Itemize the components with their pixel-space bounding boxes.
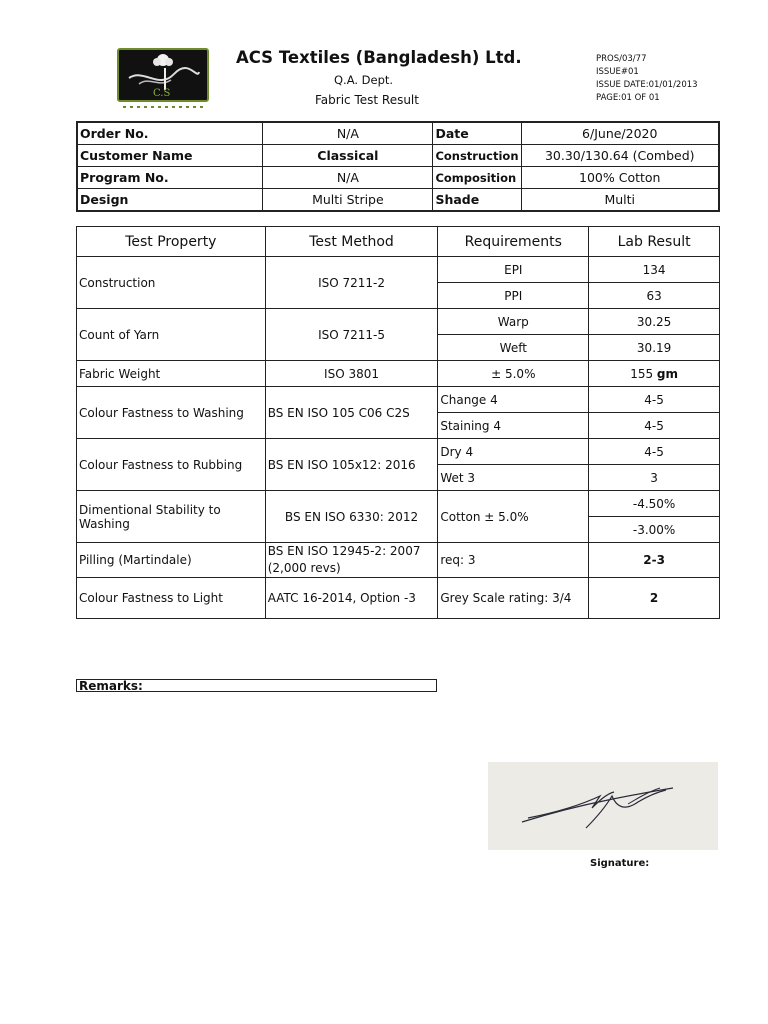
order-no-label: Order No. [77,122,263,145]
doc-code: PROS/03/77 [596,54,647,64]
test-method: BS EN ISO 12945-2: 2007 (2,000 revs) [265,543,438,578]
requirement: req: 3 [438,543,589,578]
table-row [77,122,719,145]
test-method: ISO 7211-2 [265,257,438,309]
requirement: Staining 4 [438,413,589,439]
test-method: ISO 7211-5 [265,309,438,361]
table-row [77,543,720,578]
lab-result: 134 [589,257,720,283]
requirement: Cotton ± 5.0% [438,491,589,543]
lab-result: -4.50% [589,491,720,517]
requirement: ± 5.0% [438,361,589,387]
lab-result: 4-5 [589,439,720,465]
signature-label: Signature: [590,858,650,869]
table-row [77,167,719,189]
logo-text: C.S [153,88,171,99]
signature-scribble-icon [488,762,718,850]
customer-label: Customer Name [77,145,263,167]
column-header: Lab Result [589,227,720,257]
lab-result: 2-3 [589,543,720,578]
test-property: Colour Fastness to Washing [77,387,266,439]
date-value: 6/June/2020 [521,122,719,145]
shade-label: Shade [433,189,521,212]
logo-dot-border [121,104,209,110]
lab-result: 30.19 [589,335,720,361]
construction-value: 30.30/130.64 (Combed) [521,145,719,167]
table-row [77,257,720,283]
requirement: Dry 4 [438,439,589,465]
department: Q.A. Dept. [334,73,394,87]
program-value: N/A [263,167,433,189]
lab-result: 30.25 [589,309,720,335]
weight-unit: gm [656,366,679,381]
issue-date: ISSUE DATE:01/01/2013 [596,80,698,90]
date-label: Date [433,122,521,145]
requirement: Wet 3 [438,465,589,491]
lab-result [589,361,720,387]
lab-result: 2 [589,578,720,619]
table-row [77,491,720,517]
test-method: BS EN ISO 105x12: 2016 [265,439,438,491]
lab-result: 3 [589,465,720,491]
order-info-table [76,121,720,212]
document-title: Fabric Test Result [315,93,419,107]
column-header: Requirements [438,227,589,257]
requirement: Grey Scale rating: 3/4 [438,578,589,619]
test-property: Fabric Weight [77,361,266,387]
logo-mark-icon [119,50,207,100]
test-method: AATC 16-2014, Option -3 [265,578,438,619]
design-value: Multi Stripe [263,189,433,212]
test-method: ISO 3801 [265,361,438,387]
company-name: ACS Textiles (Bangladesh) Ltd. [236,48,522,67]
construction-label: Construction [433,145,521,167]
page-number: PAGE:01 OF 01 [596,93,660,103]
table-header-row [77,227,720,257]
requirement: Change 4 [438,387,589,413]
test-property: Count of Yarn [77,309,266,361]
lab-result: 4-5 [589,413,720,439]
requirement: PPI [438,283,589,309]
lab-result: 4-5 [589,387,720,413]
design-label: Design [77,189,263,212]
remarks-label: Remarks: [76,679,437,692]
table-row [77,189,719,212]
table-row [77,145,719,167]
logo-emblem [117,48,209,102]
program-label: Program No. [77,167,263,189]
company-logo [117,48,211,110]
shade-value: Multi [521,189,719,212]
issue-number: ISSUE#01 [596,67,639,77]
table-row [77,361,720,387]
order-no-value: N/A [263,122,433,145]
lab-result: -3.00% [589,517,720,543]
test-results-table [76,226,720,619]
composition-label: Composition [433,167,521,189]
customer-value: Classical [263,145,433,167]
weight-value: 155 [630,366,654,381]
lab-result: 63 [589,283,720,309]
test-property: Dimentional Stability to Washing [77,491,266,543]
document-meta [596,53,698,105]
test-method: BS EN ISO 105 C06 C2S [265,387,438,439]
table-row [77,309,720,335]
requirement: EPI [438,257,589,283]
column-header: Test Property [77,227,266,257]
signature-image [488,762,718,850]
requirement: Weft [438,335,589,361]
column-header: Test Method [265,227,438,257]
table-row [77,439,720,465]
requirement: Warp [438,309,589,335]
table-row [77,387,720,413]
test-method: BS EN ISO 6330: 2012 [265,491,438,543]
test-property: Colour Fastness to Light [77,578,266,619]
test-property: Colour Fastness to Rubbing [77,439,266,491]
table-row [77,578,720,619]
test-property: Pilling (Martindale) [77,543,266,578]
composition-value: 100% Cotton [521,167,719,189]
test-property: Construction [77,257,266,309]
